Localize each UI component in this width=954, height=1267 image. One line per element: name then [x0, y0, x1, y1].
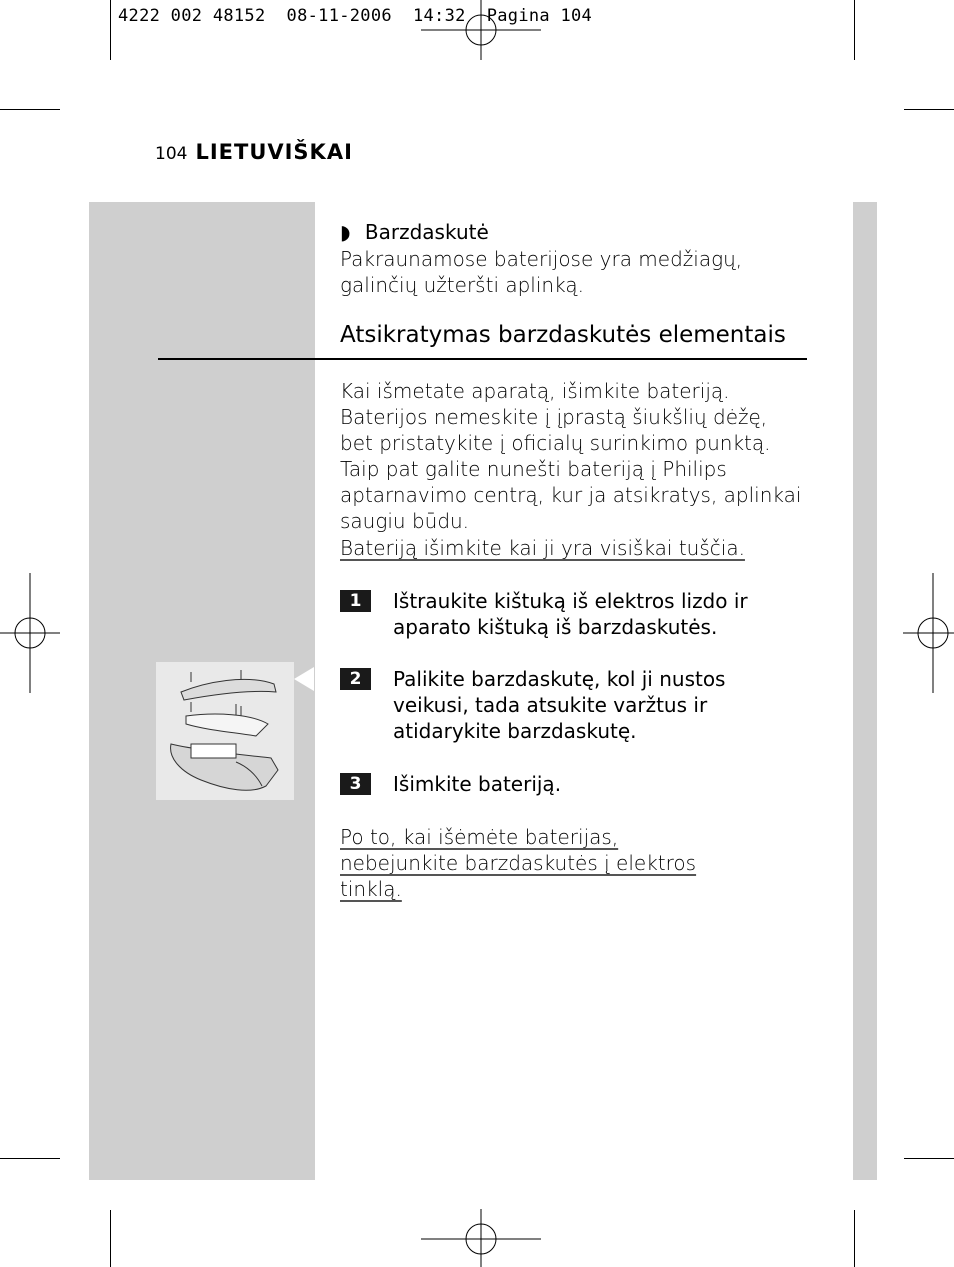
arrow-bullet-icon: ◗ — [340, 220, 351, 244]
disposal-item-label: Barzdaskutė — [364, 220, 489, 244]
section-divider — [158, 358, 807, 360]
note-battery-empty: Bateriją išimkite kai ji yra visiškai tuščia. — [340, 536, 745, 560]
shaver-disassembly-illustration — [156, 662, 316, 800]
note-do-not-connect: Po to, kai išėmėte baterijas, nebejunkite barzdaskutės į elektros tinklą. — [340, 825, 697, 901]
step-1-text: Ištraukite kištuką iš elektros lizdo ir aparato kištuką iš barzdaskutės. — [393, 589, 748, 639]
page-title — [155, 140, 353, 164]
language-heading: LIETUVIŠKAI — [195, 140, 353, 164]
step-2-text: Palikite barzdaskutę, kol ji nustos veikusi, tada atsukite varžtus ir atidarykite barzdaskutę. — [393, 667, 726, 743]
disposal-item — [340, 219, 489, 245]
step-3-text: Išimkite bateriją. — [393, 772, 562, 796]
right-edge-panel — [853, 202, 877, 1180]
step-1-number: 1 — [340, 590, 371, 612]
section-intro: Kai išmetate aparatą, išimkite bateriją. Baterijos nemeskite į įprastą šiukšlių dėžę, bet pristatykite į oficialų surinkimo punktą. Taip pat galite nunešti bateriją į Philips aptarnavimo centrą, kur ja atsikratys, aplinkai saugiu būdu. — [340, 379, 802, 533]
section-title: Atsikratymas barzdaskutės elementais — [340, 322, 786, 348]
disposal-text: Pakraunamose baterijose yra medžiagų, galinčių užteršti aplinką. — [340, 247, 743, 297]
print-header: 4222 002 48152 08-11-2006 14:32 Pagina 104 — [118, 6, 593, 26]
page-number: 104 — [155, 144, 188, 164]
step-3-number: 3 — [340, 773, 371, 795]
step-2-number: 2 — [340, 668, 371, 690]
